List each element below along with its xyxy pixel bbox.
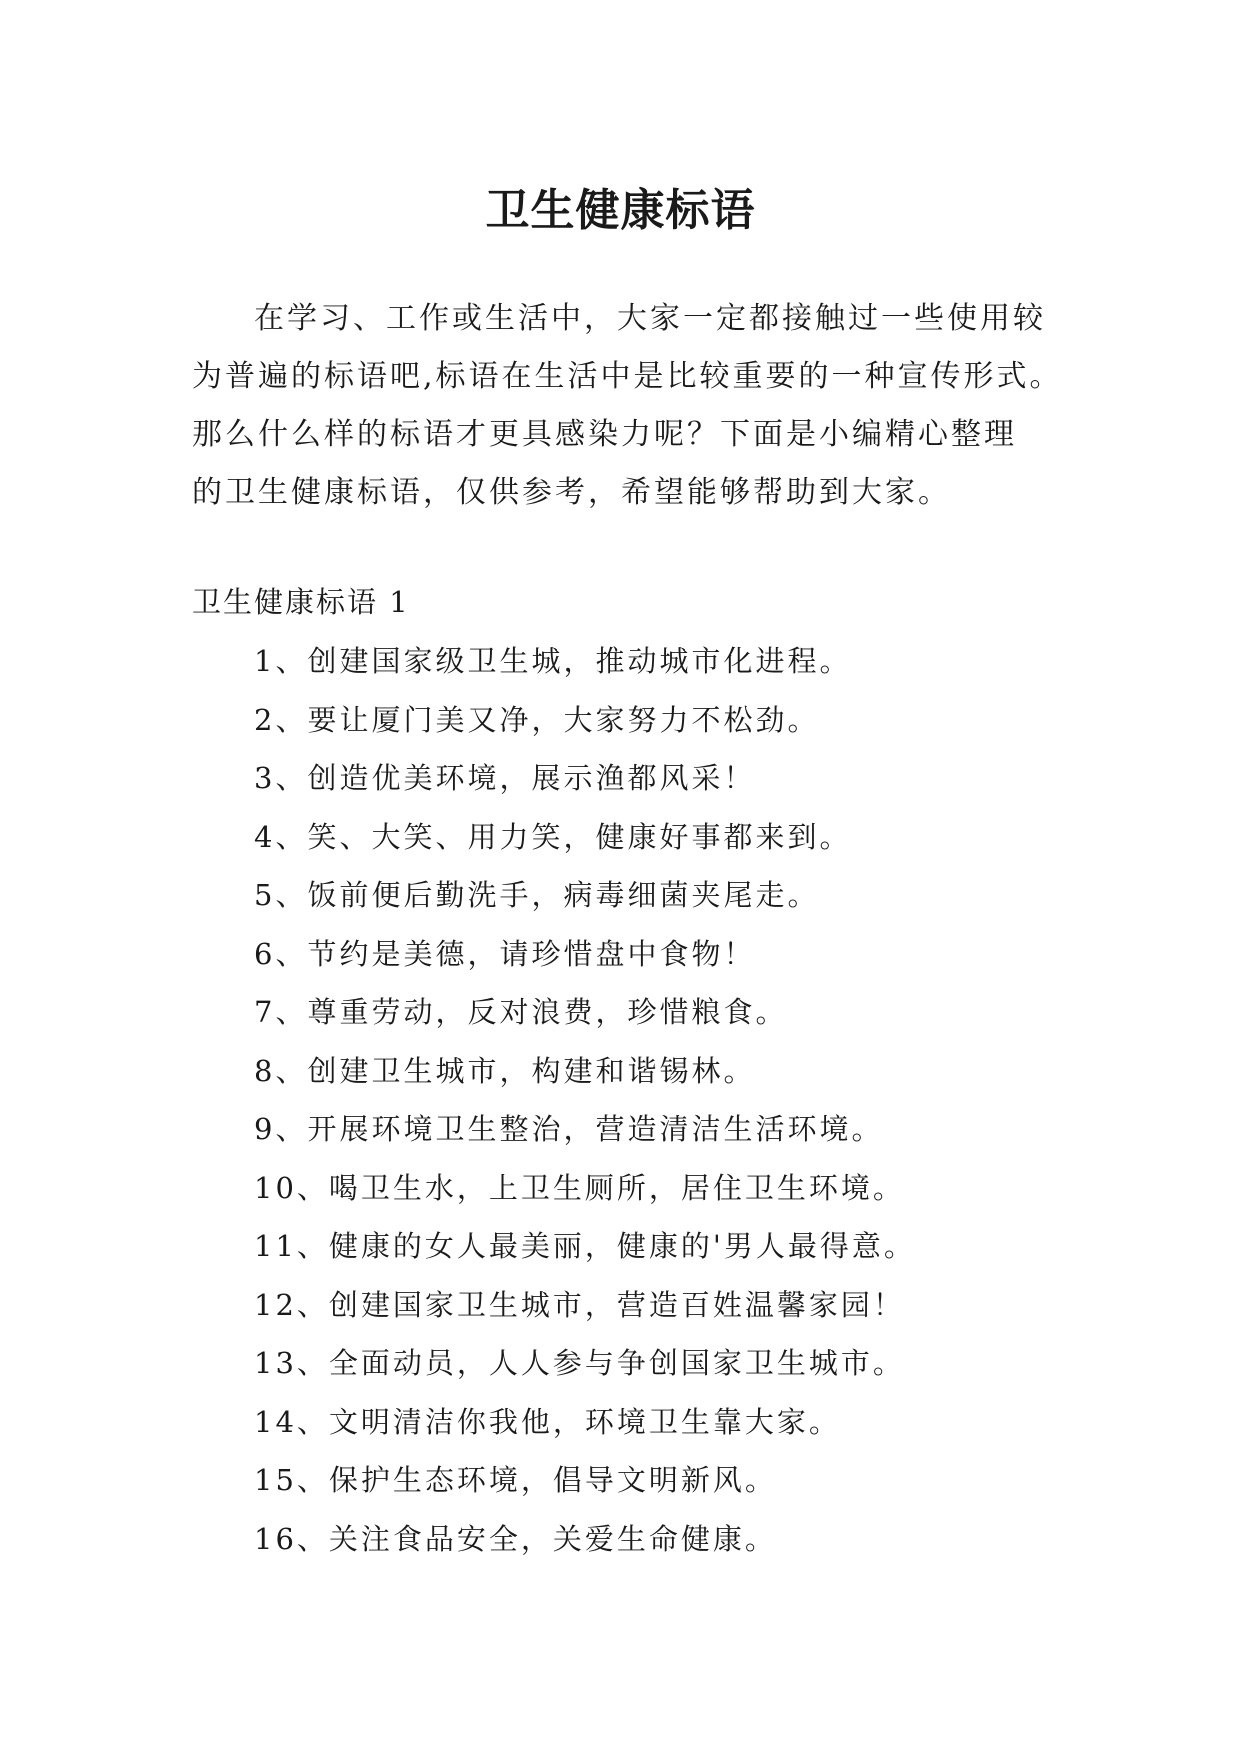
slogan-item: 2、要让厦门美又净，大家努力不松劲。 [254, 702, 820, 737]
slogan-item: 5、饭前便后勤洗手，病毒细菌夹尾走。 [254, 878, 820, 912]
slogan-list [254, 641, 916, 1577]
intro-line: 为普遍的标语吧,标语在生活中是比较重要的一种宣传形式。 [192, 359, 1063, 394]
section-heading: 卫生健康标语 1 [192, 585, 410, 619]
slogan-item: 12、创建国家卫生城市，营造百姓温馨家园！ [254, 1287, 905, 1322]
slogan-item: 13、全面动员，人人参与争创国家卫生城市。 [254, 1346, 905, 1380]
slogan-item: 10、喝卫生水，上卫生厕所，居住卫生环境。 [254, 1170, 905, 1205]
intro-line: 在学习、工作或生活中，大家一定都接触过一些使用较 [254, 301, 1046, 336]
slogan-item: 16、关注食品安全，关爱生命健康。 [254, 1521, 777, 1556]
intro-paragraph [192, 290, 1064, 522]
slogan-item: 7、尊重劳动，反对浪费，珍惜粮食。 [254, 995, 788, 1029]
slogan-item: 4、笑、大笑、用力笑，健康好事都来到。 [254, 819, 852, 854]
document-title: 卫生健康标语 [485, 185, 756, 237]
slogan-item: 8、创建卫生城市，构建和谐锡林。 [254, 1053, 756, 1088]
slogan-item: 9、开展环境卫生整治，营造清洁生活环境。 [254, 1112, 884, 1146]
slogan-item: 15、保护生态环境，倡导文明新风。 [254, 1463, 777, 1497]
slogan-item: 6、节约是美德，请珍惜盘中食物！ [254, 936, 756, 971]
slogan-item: 14、文明清洁你我他，环境卫生靠大家。 [254, 1404, 841, 1439]
intro-line: 的卫生健康标语，仅供参考，希望能够帮助到大家。 [192, 475, 951, 510]
intro-line: 那么什么样的标语才更具感染力呢？下面是小编精心整理 [192, 417, 1017, 452]
slogan-item: 3、创造优美环境，展示渔都风采！ [254, 761, 756, 795]
slogan-item: 11、健康的女人最美丽，健康的'男人最得意。 [254, 1229, 916, 1263]
slogan-item: 1、创建国家级卫生城，推动城市化进程。 [254, 644, 852, 678]
